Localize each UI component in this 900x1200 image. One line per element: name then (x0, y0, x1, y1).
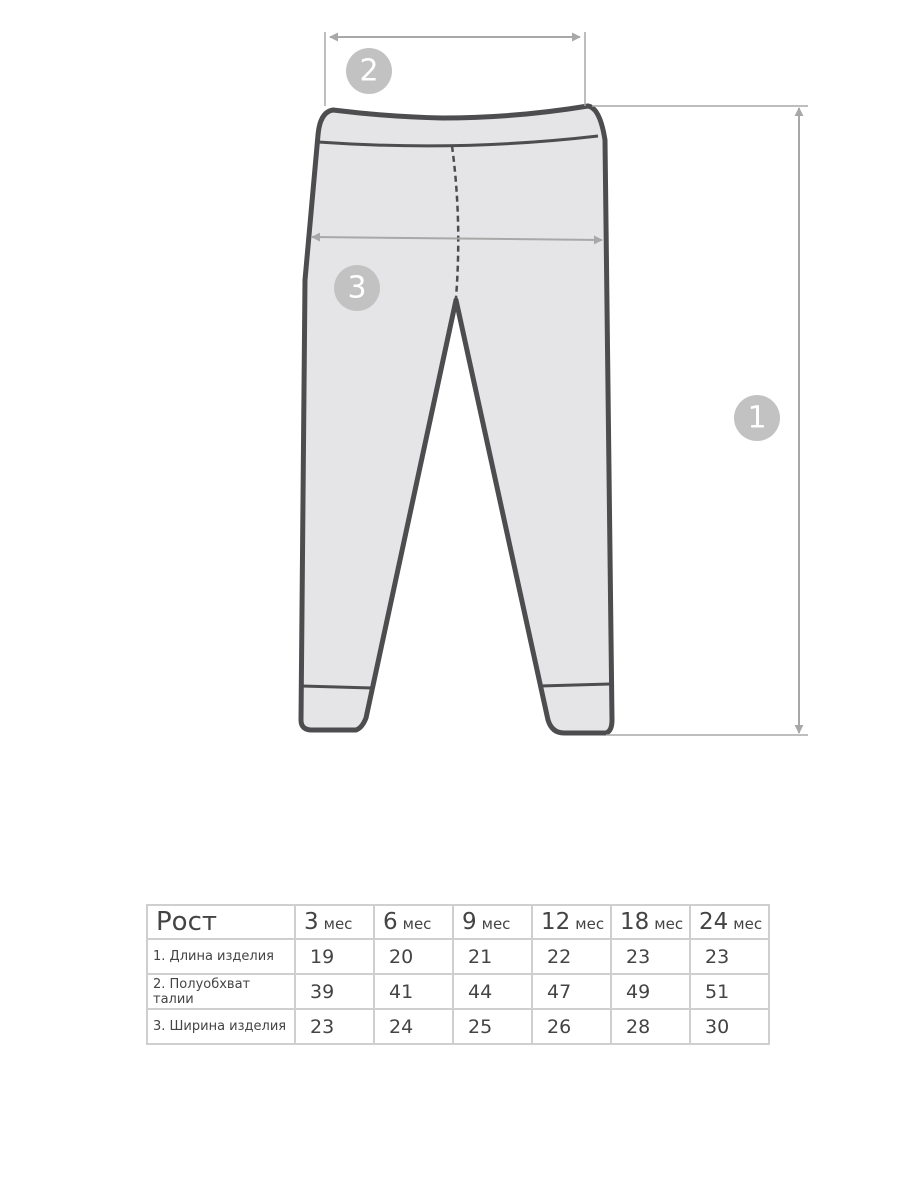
table-cell: 22 (532, 939, 611, 974)
table-cell: 21 (453, 939, 532, 974)
length-dimension (592, 106, 808, 735)
table-header-row (147, 905, 769, 939)
table-row (147, 974, 769, 1009)
table-cell: 19 (295, 939, 374, 974)
size-header: 9 мес (453, 905, 532, 939)
size-header: 18 мес (611, 905, 690, 939)
marker-1-label: 1 (747, 400, 767, 436)
size-header: 3 мес (295, 905, 374, 939)
table-cell: 41 (374, 974, 453, 1009)
table-cell: 23 (295, 1009, 374, 1044)
table-cell: 23 (690, 939, 769, 974)
marker-3-label: 3 (347, 270, 367, 306)
height-header: Рост (147, 905, 295, 939)
size-chart-table (146, 904, 770, 1045)
left-cuff-seam (302, 686, 372, 688)
table-cell: 28 (611, 1009, 690, 1044)
table-cell: 20 (374, 939, 453, 974)
pants-illustration (301, 106, 612, 733)
table-row (147, 1009, 769, 1044)
size-header: 24 мес (690, 905, 769, 939)
waist-dimension (325, 32, 585, 106)
table-cell: 25 (453, 1009, 532, 1044)
marker-2-label: 2 (359, 53, 379, 89)
table-cell: 30 (690, 1009, 769, 1044)
row-label: 2. Полуобхват талии (147, 974, 295, 1009)
right-cuff-seam (540, 684, 610, 686)
table-cell: 49 (611, 974, 690, 1009)
table-cell: 23 (611, 939, 690, 974)
row-label: 3. Ширина изделия (147, 1009, 295, 1044)
table-row (147, 939, 769, 974)
row-label: 1. Длина изделия (147, 939, 295, 974)
table-cell: 24 (374, 1009, 453, 1044)
table-cell: 51 (690, 974, 769, 1009)
table-cell: 39 (295, 974, 374, 1009)
table-cell: 47 (532, 974, 611, 1009)
size-header: 12 мес (532, 905, 611, 939)
size-header: 6 мес (374, 905, 453, 939)
table-cell: 26 (532, 1009, 611, 1044)
table-cell: 44 (453, 974, 532, 1009)
